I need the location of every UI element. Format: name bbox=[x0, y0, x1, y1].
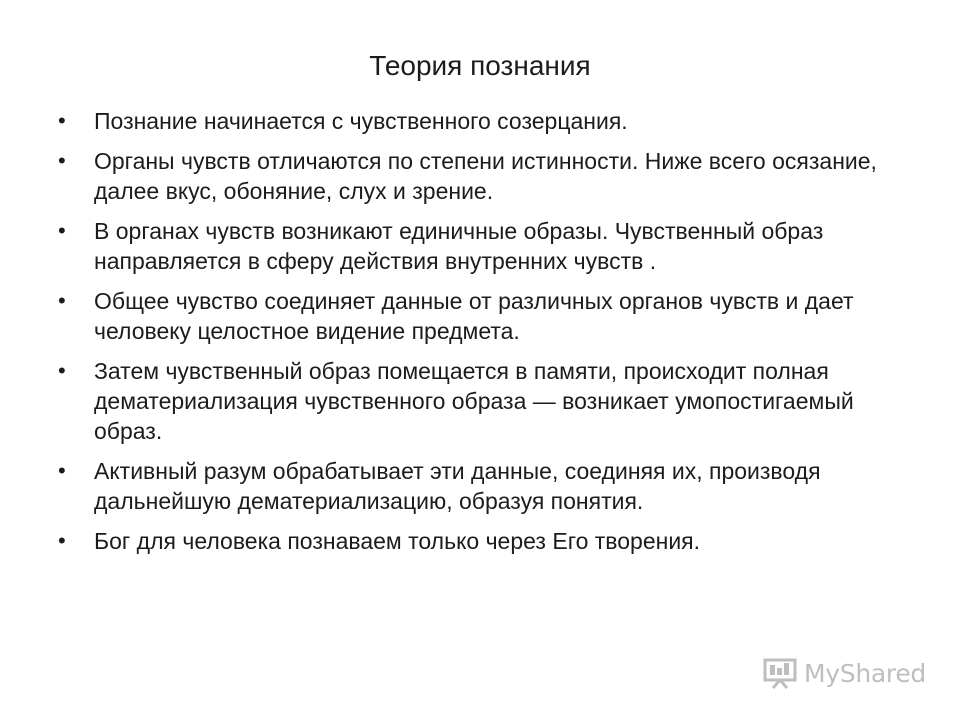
bullet-marker: • bbox=[58, 108, 66, 133]
bullet-marker: • bbox=[58, 358, 66, 383]
bullet-marker: • bbox=[58, 458, 66, 483]
bullet-marker: • bbox=[58, 148, 66, 173]
bullet-item bbox=[58, 216, 918, 276]
slide-title: Теория познания bbox=[369, 50, 591, 81]
bullet-item bbox=[58, 286, 918, 346]
bullet-marker: • bbox=[58, 288, 66, 313]
bullet-list bbox=[58, 106, 918, 566]
bullet-marker: • bbox=[58, 528, 66, 553]
myshared-watermark bbox=[762, 655, 926, 691]
bullet-item bbox=[58, 526, 918, 556]
bullet-text: Познание начинается с чувственного созерцания. bbox=[94, 108, 628, 134]
bullet-text: Бог для человека познаваем только через Его творения. bbox=[94, 528, 701, 554]
presentation-board-icon bbox=[762, 657, 798, 689]
bullet-item bbox=[58, 356, 918, 446]
bullet-item bbox=[58, 106, 918, 136]
bullet-text: Активный разум обрабатывает эти данные, соединяя их, производя дальнейшую дематериализацию, образуя понятия. bbox=[94, 458, 821, 514]
bullet-text: Общее чувство соединяет данные от различных органов чувств и дает человеку целостное видение предмета. bbox=[94, 288, 854, 344]
watermark-text: MyShared bbox=[804, 658, 926, 688]
bullet-item bbox=[58, 146, 918, 206]
bullet-marker: • bbox=[58, 218, 66, 243]
bullet-text: Органы чувств отличаются по степени истинности. Ниже всего осязание, далее вкус, обоняние, слух и зрение. bbox=[94, 148, 877, 204]
bullet-text: В органах чувств возникают единичные образы. Чувственный образ направляется в сферу действия внутренних чувств . bbox=[94, 218, 824, 274]
bullet-text: Затем чувственный образ помещается в памяти, происходит полная дематериализация чувственного образа — возникает умопостигаемый образ. bbox=[94, 358, 854, 444]
bullet-item bbox=[58, 456, 918, 516]
